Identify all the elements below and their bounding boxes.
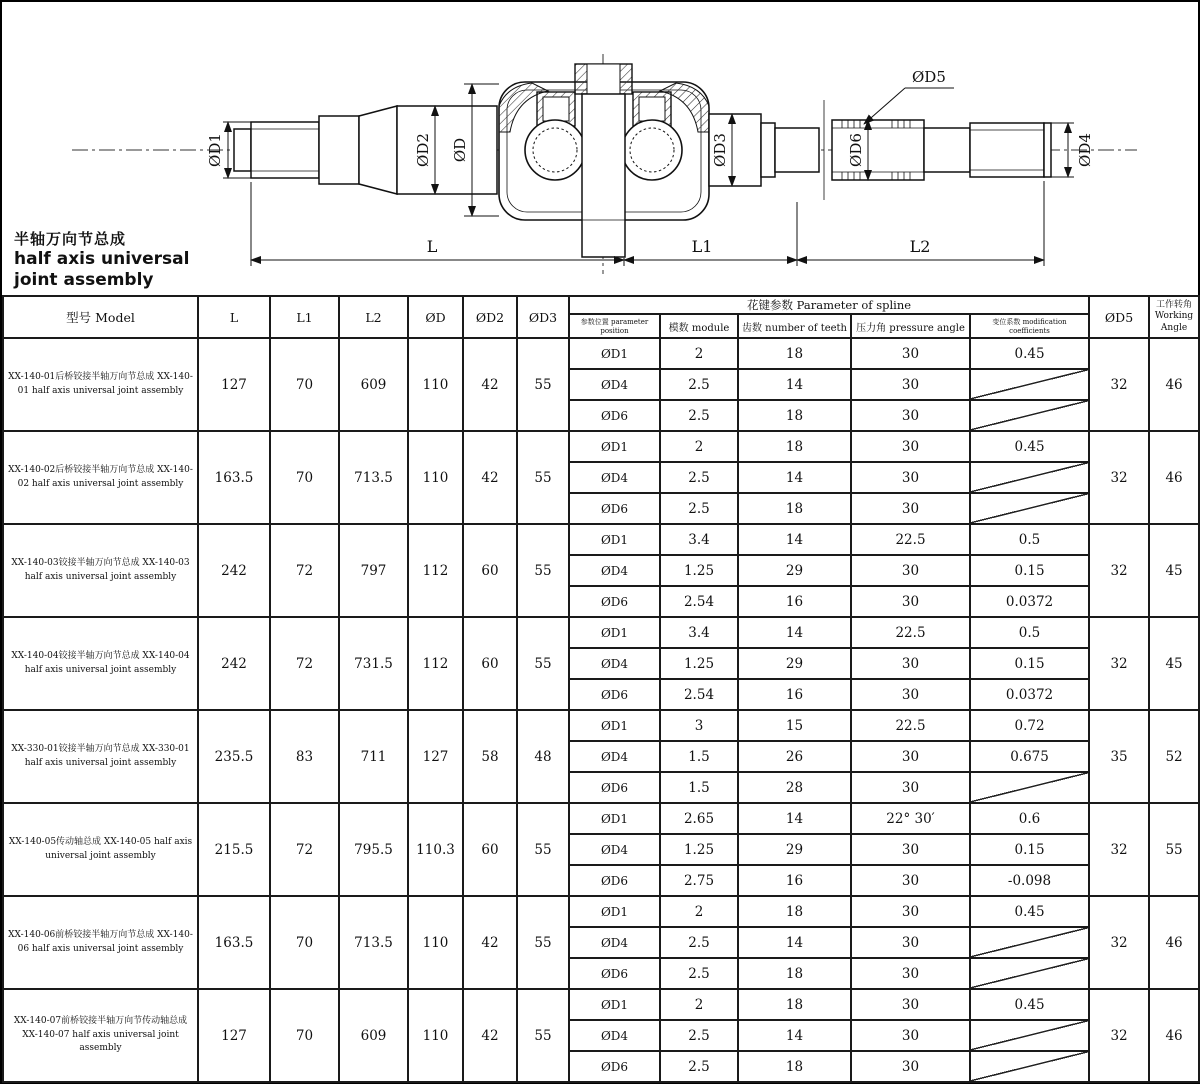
spline-coefficient-cell: [970, 958, 1089, 989]
diameter-d2-cell: 60: [463, 617, 517, 710]
spline-pressure-angle-cell: 30: [851, 431, 970, 462]
spline-teeth-cell: 14: [738, 1020, 851, 1051]
spline-module-cell: 2: [660, 338, 738, 369]
spline-module-cell: 2.54: [660, 679, 738, 710]
col-header-number-of-teeth: 齿数 number of teeth: [738, 314, 851, 338]
length-l2-cell: 609: [339, 338, 408, 431]
spline-teeth-cell: 14: [738, 462, 851, 493]
spline-teeth-cell: 14: [738, 369, 851, 400]
length-l1-cell: 70: [270, 896, 339, 989]
spline-teeth-cell: 16: [738, 586, 851, 617]
spline-position-cell: ØD6: [569, 1051, 660, 1082]
right-shaft: [709, 100, 1051, 200]
col-header-pressure-angle: 压力角 pressure angle: [851, 314, 970, 338]
spline-coefficient-cell: 0.45: [970, 431, 1089, 462]
diameter-d-cell: 110: [408, 338, 463, 431]
spline-coefficient-cell: [970, 927, 1089, 958]
spline-coefficient-cell: [970, 369, 1089, 400]
spline-module-cell: 2.5: [660, 1051, 738, 1082]
spline-pressure-angle-cell: 30: [851, 927, 970, 958]
diameter-d5-cell: 32: [1089, 617, 1149, 710]
spline-coefficient-cell: 0.15: [970, 834, 1089, 865]
spline-teeth-cell: 18: [738, 400, 851, 431]
length-l2-cell: 711: [339, 710, 408, 803]
diameter-d5-cell: 32: [1089, 803, 1149, 896]
spline-coefficient-cell: [970, 1020, 1089, 1051]
label-d5: ØD5: [912, 68, 946, 86]
spline-module-cell: 2.5: [660, 1020, 738, 1051]
spline-position-cell: ØD1: [569, 524, 660, 555]
diameter-d-cell: 110: [408, 989, 463, 1082]
table-row: [3, 803, 1199, 834]
spline-coefficient-cell: 0.15: [970, 648, 1089, 679]
table-row: [3, 989, 1199, 1020]
model-cell: XX-140-06前桥铰接半轴万向节总成 XX-140-06 half axis universal joint assembly: [3, 896, 198, 989]
diameter-d3-cell: 55: [517, 431, 569, 524]
diameter-d-cell: 110.3: [408, 803, 463, 896]
spline-pressure-angle-cell: 30: [851, 369, 970, 400]
spline-teeth-cell: 29: [738, 555, 851, 586]
col-header-working-angle: [1149, 296, 1199, 338]
spline-teeth-cell: 29: [738, 834, 851, 865]
spline-position-cell: ØD1: [569, 896, 660, 927]
spline-pressure-angle-cell: 30: [851, 989, 970, 1020]
diameter-d3-cell: 55: [517, 617, 569, 710]
spline-module-cell: 2.5: [660, 369, 738, 400]
spline-module-cell: 3: [660, 710, 738, 741]
col-header-model: 型号 Model: [3, 296, 198, 338]
diameter-d3-cell: 55: [517, 989, 569, 1082]
label-d3: ØD3: [711, 133, 729, 167]
col-header-spline-group: 花键参数 Parameter of spline: [569, 296, 1089, 314]
spline-module-cell: 2.5: [660, 493, 738, 524]
spline-pressure-angle-cell: 30: [851, 338, 970, 369]
spline-coefficient-cell: 0.6: [970, 803, 1089, 834]
length-l-cell: 127: [198, 989, 270, 1082]
length-l1-cell: 70: [270, 338, 339, 431]
spline-teeth-cell: 16: [738, 865, 851, 896]
table-row: [3, 617, 1199, 648]
spline-position-cell: ØD6: [569, 772, 660, 803]
col-header-d2: ØD2: [463, 296, 517, 338]
table-row: [3, 710, 1199, 741]
spline-pressure-angle-cell: 22° 30′: [851, 803, 970, 834]
label-d: ØD: [451, 137, 469, 163]
col-header-module: 模数 module: [660, 314, 738, 338]
col-header-d3: ØD3: [517, 296, 569, 338]
spline-position-cell: ØD6: [569, 493, 660, 524]
spline-pressure-angle-cell: 30: [851, 834, 970, 865]
spline-pressure-angle-cell: 22.5: [851, 617, 970, 648]
table-row: [3, 524, 1199, 555]
model-cell: XX-140-01后桥铰接半轴万向节总成 XX-140-01 half axis universal joint assembly: [3, 338, 198, 431]
spline-position-cell: ØD4: [569, 648, 660, 679]
length-l-cell: 127: [198, 338, 270, 431]
spline-coefficient-cell: [970, 493, 1089, 524]
spline-coefficient-cell: 0.72: [970, 710, 1089, 741]
spline-teeth-cell: 18: [738, 896, 851, 927]
working-angle-cell: 45: [1149, 524, 1199, 617]
spec-table: [2, 295, 1200, 1083]
spline-position-cell: ØD4: [569, 741, 660, 772]
spline-teeth-cell: 15: [738, 710, 851, 741]
spline-pressure-angle-cell: 30: [851, 586, 970, 617]
spline-coefficient-cell: -0.098: [970, 865, 1089, 896]
diameter-d5-cell: 32: [1089, 524, 1149, 617]
diameter-d5-cell: 35: [1089, 710, 1149, 803]
spline-module-cell: 2: [660, 989, 738, 1020]
diameter-d2-cell: 42: [463, 431, 517, 524]
spline-pressure-angle-cell: 30: [851, 896, 970, 927]
diameter-d3-cell: 55: [517, 803, 569, 896]
spline-pressure-angle-cell: 22.5: [851, 524, 970, 555]
working-angle-cell: 45: [1149, 617, 1199, 710]
spline-pressure-angle-cell: 30: [851, 679, 970, 710]
spline-pressure-angle-cell: 22.5: [851, 710, 970, 741]
spline-coefficient-cell: [970, 1051, 1089, 1082]
spline-module-cell: 1.25: [660, 555, 738, 586]
table-row: [3, 431, 1199, 462]
working-angle-cell: 46: [1149, 338, 1199, 431]
spline-pressure-angle-cell: 30: [851, 865, 970, 896]
table-row: [3, 896, 1199, 927]
col-header-l2: L2: [339, 296, 408, 338]
diameter-d-cell: 127: [408, 710, 463, 803]
spline-module-cell: 1.25: [660, 834, 738, 865]
spline-pressure-angle-cell: 30: [851, 1020, 970, 1051]
spline-pressure-angle-cell: 30: [851, 1051, 970, 1082]
working-angle-cell: 55: [1149, 803, 1199, 896]
spline-teeth-cell: 18: [738, 431, 851, 462]
diameter-d-cell: 110: [408, 431, 463, 524]
title-zh: 半轴万向节总成: [14, 230, 127, 248]
working-angle-cell: 46: [1149, 431, 1199, 524]
label-d1: ØD1: [206, 133, 224, 167]
diameter-d5-cell: 32: [1089, 338, 1149, 431]
spline-teeth-cell: 14: [738, 803, 851, 834]
diameter-d3-cell: 55: [517, 524, 569, 617]
length-l1-cell: 72: [270, 803, 339, 896]
title-en-line2: joint assembly: [14, 270, 154, 290]
length-l1-cell: 70: [270, 989, 339, 1082]
spline-module-cell: 3.4: [660, 617, 738, 648]
spline-coefficient-cell: 0.45: [970, 896, 1089, 927]
title-en-line1: half axis universal: [14, 248, 190, 269]
spline-pressure-angle-cell: 30: [851, 648, 970, 679]
spline-coefficient-cell: 0.5: [970, 524, 1089, 555]
label-L1: L1: [691, 237, 713, 256]
spline-teeth-cell: 28: [738, 772, 851, 803]
spline-position-cell: ØD6: [569, 679, 660, 710]
spline-teeth-cell: 18: [738, 1051, 851, 1082]
spline-position-cell: ØD6: [569, 865, 660, 896]
diameter-d3-cell: 55: [517, 896, 569, 989]
diameter-d5-cell: 32: [1089, 431, 1149, 524]
diameter-d2-cell: 42: [463, 896, 517, 989]
working-angle-cell: 52: [1149, 710, 1199, 803]
length-l1-cell: 70: [270, 431, 339, 524]
length-l-cell: 242: [198, 524, 270, 617]
diameter-d3-cell: 48: [517, 710, 569, 803]
col-header-modification-coefficients: 变位系数 modification coefficients: [970, 314, 1089, 338]
spline-position-cell: ØD1: [569, 338, 660, 369]
model-cell: XX-140-07前桥铰接半轴万向节传动轴总成 XX-140-07 half axis universal joint assembly: [3, 989, 198, 1082]
length-l1-cell: 72: [270, 617, 339, 710]
spline-pressure-angle-cell: 30: [851, 462, 970, 493]
working-angle-zh: 工作转角: [1156, 300, 1193, 311]
spline-teeth-cell: 18: [738, 989, 851, 1020]
model-cell: XX-140-04铰接半轴万向节总成 XX-140-04 half axis universal joint assembly: [3, 617, 198, 710]
spline-pressure-angle-cell: 30: [851, 772, 970, 803]
length-l1-cell: 83: [270, 710, 339, 803]
spline-module-cell: 2.5: [660, 927, 738, 958]
label-d4: ØD4: [1076, 133, 1094, 167]
spline-position-cell: ØD6: [569, 958, 660, 989]
model-cell: XX-140-05传动轴总成 XX-140-05 half axis universal joint assembly: [3, 803, 198, 896]
spline-position-cell: ØD4: [569, 1020, 660, 1051]
spline-position-cell: ØD1: [569, 617, 660, 648]
spline-module-cell: 2.5: [660, 400, 738, 431]
spline-module-cell: 2: [660, 431, 738, 462]
length-l-cell: 163.5: [198, 896, 270, 989]
spline-module-cell: 3.4: [660, 524, 738, 555]
diameter-d5-cell: 32: [1089, 989, 1149, 1082]
spec-table-body: [3, 338, 1199, 1082]
spline-teeth-cell: 18: [738, 958, 851, 989]
length-l-cell: 235.5: [198, 710, 270, 803]
spline-teeth-cell: 14: [738, 524, 851, 555]
spline-module-cell: 2.54: [660, 586, 738, 617]
working-angle-en: Working Angle: [1154, 311, 1194, 333]
table-row: [3, 338, 1199, 369]
length-l2-cell: 609: [339, 989, 408, 1082]
spline-teeth-cell: 26: [738, 741, 851, 772]
spline-position-cell: ØD1: [569, 989, 660, 1020]
diameter-d5-cell: 32: [1089, 896, 1149, 989]
length-l-cell: 163.5: [198, 431, 270, 524]
spline-coefficient-cell: 0.15: [970, 555, 1089, 586]
length-l2-cell: 731.5: [339, 617, 408, 710]
col-header-l: L: [198, 296, 270, 338]
spline-teeth-cell: 29: [738, 648, 851, 679]
col-header-parameter-position: 参数位置 parameter position: [569, 314, 660, 338]
spline-module-cell: 2: [660, 896, 738, 927]
spline-module-cell: 1.25: [660, 648, 738, 679]
col-header-l1: L1: [270, 296, 339, 338]
spline-position-cell: ØD6: [569, 400, 660, 431]
spline-pressure-angle-cell: 30: [851, 555, 970, 586]
length-l1-cell: 72: [270, 524, 339, 617]
spline-position-cell: ØD6: [569, 586, 660, 617]
spline-coefficient-cell: 0.0372: [970, 586, 1089, 617]
col-header-d: ØD: [408, 296, 463, 338]
length-l2-cell: 797: [339, 524, 408, 617]
diameter-d-cell: 112: [408, 617, 463, 710]
spline-position-cell: ØD1: [569, 431, 660, 462]
length-l2-cell: 795.5: [339, 803, 408, 896]
spline-coefficient-cell: 0.45: [970, 338, 1089, 369]
spline-pressure-angle-cell: 30: [851, 400, 970, 431]
title-block: [14, 230, 189, 291]
col-header-d5: ØD5: [1089, 296, 1149, 338]
spline-teeth-cell: 14: [738, 617, 851, 648]
model-cell: XX-330-01铰接半轴万向节总成 XX-330-01 half axis universal joint assembly: [3, 710, 198, 803]
spline-coefficient-cell: 0.675: [970, 741, 1089, 772]
spline-position-cell: ØD4: [569, 927, 660, 958]
model-cell: XX-140-03铰接半轴万向节总成 XX-140-03 half axis universal joint assembly: [3, 524, 198, 617]
spline-teeth-cell: 18: [738, 338, 851, 369]
spline-coefficient-cell: 0.5: [970, 617, 1089, 648]
spline-module-cell: 1.5: [660, 741, 738, 772]
spline-module-cell: 2.65: [660, 803, 738, 834]
length-l-cell: 242: [198, 617, 270, 710]
technical-drawing: [2, 2, 1198, 295]
diameter-d2-cell: 60: [463, 803, 517, 896]
spline-position-cell: ØD4: [569, 369, 660, 400]
diameter-d-cell: 112: [408, 524, 463, 617]
label-L: L: [426, 237, 438, 256]
spline-pressure-angle-cell: 30: [851, 958, 970, 989]
diameter-d-cell: 110: [408, 896, 463, 989]
working-angle-cell: 46: [1149, 896, 1199, 989]
spline-position-cell: ØD4: [569, 462, 660, 493]
spline-coefficient-cell: [970, 400, 1089, 431]
diameter-d2-cell: 58: [463, 710, 517, 803]
spline-coefficient-cell: [970, 772, 1089, 803]
spline-module-cell: 2.75: [660, 865, 738, 896]
joint-housing: [499, 64, 709, 257]
spline-position-cell: ØD4: [569, 555, 660, 586]
spline-position-cell: ØD1: [569, 710, 660, 741]
spline-pressure-angle-cell: 30: [851, 493, 970, 524]
spline-coefficient-cell: [970, 462, 1089, 493]
spline-teeth-cell: 16: [738, 679, 851, 710]
spline-coefficient-cell: 0.0372: [970, 679, 1089, 710]
spline-position-cell: ØD1: [569, 803, 660, 834]
label-d6: ØD6: [847, 133, 865, 167]
spline-module-cell: 1.5: [660, 772, 738, 803]
spline-position-cell: ØD4: [569, 834, 660, 865]
spline-module-cell: 2.5: [660, 462, 738, 493]
length-l-cell: 215.5: [198, 803, 270, 896]
spline-module-cell: 2.5: [660, 958, 738, 989]
label-d2: ØD2: [414, 133, 432, 167]
length-l2-cell: 713.5: [339, 896, 408, 989]
length-l2-cell: 713.5: [339, 431, 408, 524]
spline-teeth-cell: 18: [738, 493, 851, 524]
label-L2: L2: [909, 237, 931, 256]
diameter-d2-cell: 60: [463, 524, 517, 617]
spline-coefficient-cell: 0.45: [970, 989, 1089, 1020]
working-angle-cell: 46: [1149, 989, 1199, 1082]
diameter-d2-cell: 42: [463, 338, 517, 431]
spline-pressure-angle-cell: 30: [851, 741, 970, 772]
diameter-d3-cell: 55: [517, 338, 569, 431]
model-cell: XX-140-02后桥铰接半轴万向节总成 XX-140-02 half axis universal joint assembly: [3, 431, 198, 524]
spline-teeth-cell: 14: [738, 927, 851, 958]
diameter-d2-cell: 42: [463, 989, 517, 1082]
